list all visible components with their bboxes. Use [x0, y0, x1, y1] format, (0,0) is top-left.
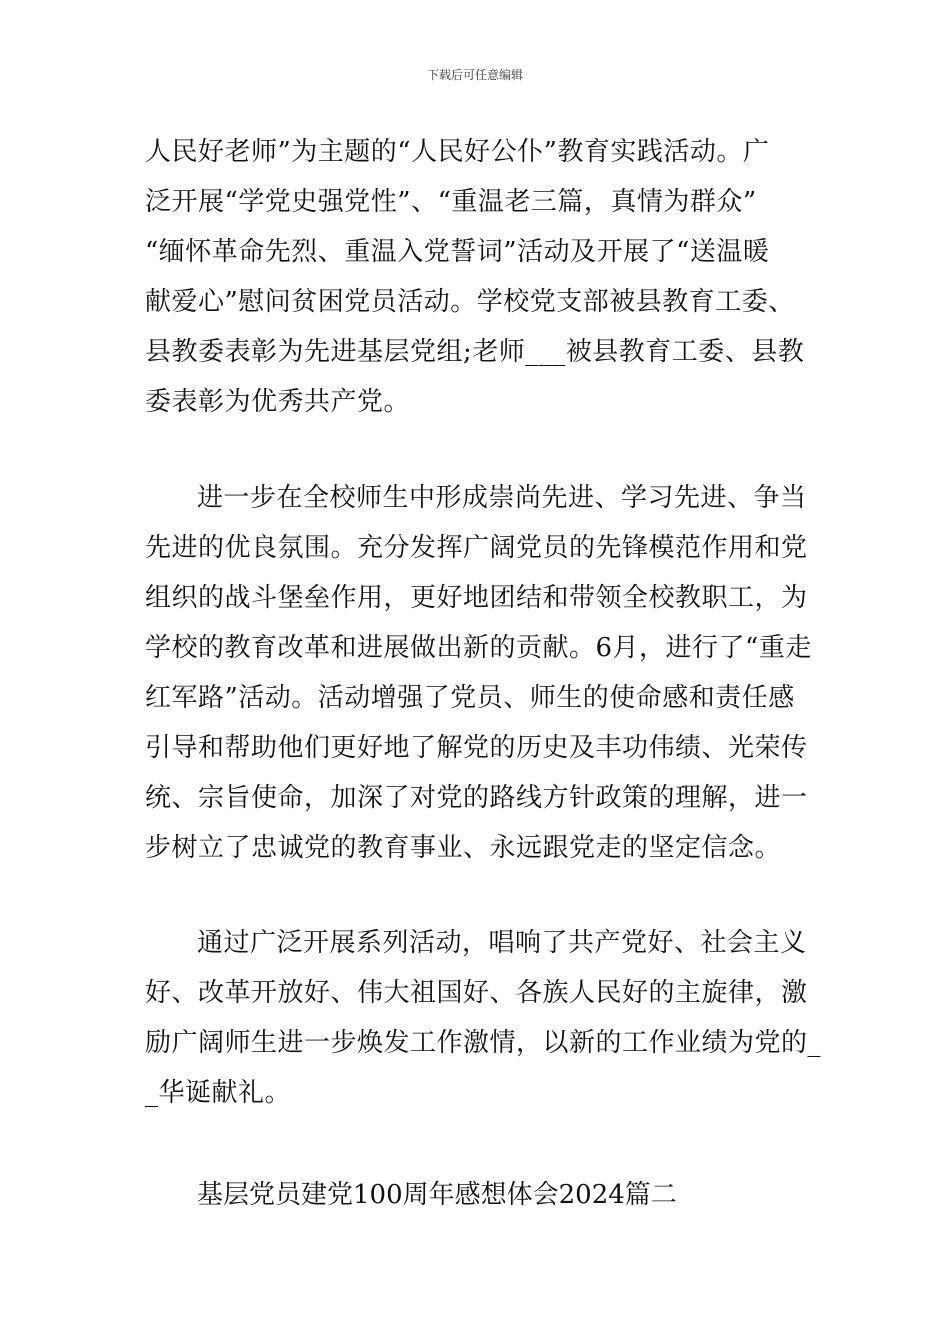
paragraph-line: 引导和帮助他们更好地了解党的历史及丰功伟绩、光荣传: [145, 733, 808, 763]
paragraph-line: 先进的优良氛围。充分发挥广阔党员的先锋模范作用和党: [145, 533, 808, 563]
paragraph-line: 泛开展“学党史强党性”、“重温老三篇，真情为群众”: [145, 187, 757, 217]
paragraph-line: 励广阔师生进一步焕发工作激情，以新的工作业绩为党的_: [145, 1028, 822, 1058]
paragraph-line: 统、宗旨使命，加深了对党的路线方针政策的理解，进一: [145, 783, 808, 813]
header-note: 下载后可任意编辑: [426, 68, 523, 82]
section-heading: 基层党员建党100周年感想体会2024篇二: [197, 1180, 677, 1210]
paragraph-line: 献爱心”慰问贫困党员活动。学校党支部被县教育工委、: [145, 287, 795, 317]
paragraph-line: 红军路”活动。活动增强了党员、师生的使命感和责任感: [145, 683, 795, 713]
paragraph-line: 进一步在全校师生中形成崇尚先进、学习先进、争当: [197, 483, 807, 513]
paragraph-line: 人民好老师”为主题的“人民好公仆”教育实践活动。广: [145, 137, 770, 167]
paragraph-line: 委表彰为优秀共产党。: [145, 387, 411, 417]
paragraph-line: 学校的教育改革和进展做出新的贡献。6月，进行了“重走: [145, 633, 812, 663]
paragraph-line: “缅怀革命先烈、重温入党誓词”活动及开展了“送温暖: [145, 237, 770, 267]
paragraph-line: 通过广泛开展系列活动，唱响了共产党好、社会主义: [197, 928, 807, 958]
paragraph-3: [145, 918, 822, 1118]
paragraph-line: 步树立了忠诚党的教育事业、永远跟党走的坚定信念。: [145, 833, 782, 863]
paragraph-line: 组织的战斗堡垒作用，更好地团结和带领全校教职工，为: [145, 583, 808, 613]
section-heading-block: [145, 1170, 810, 1220]
paragraph-line: 县教委表彰为先进基层党组;老师___被县教育工委、县教: [145, 337, 805, 367]
paragraph-1: [145, 127, 810, 427]
paragraph-2: [145, 473, 810, 873]
paragraph-line: 好、改革开放好、伟大祖国好、各族人民好的主旋律，激: [145, 978, 808, 1008]
paragraph-line: _华诞献礼。: [145, 1078, 292, 1108]
